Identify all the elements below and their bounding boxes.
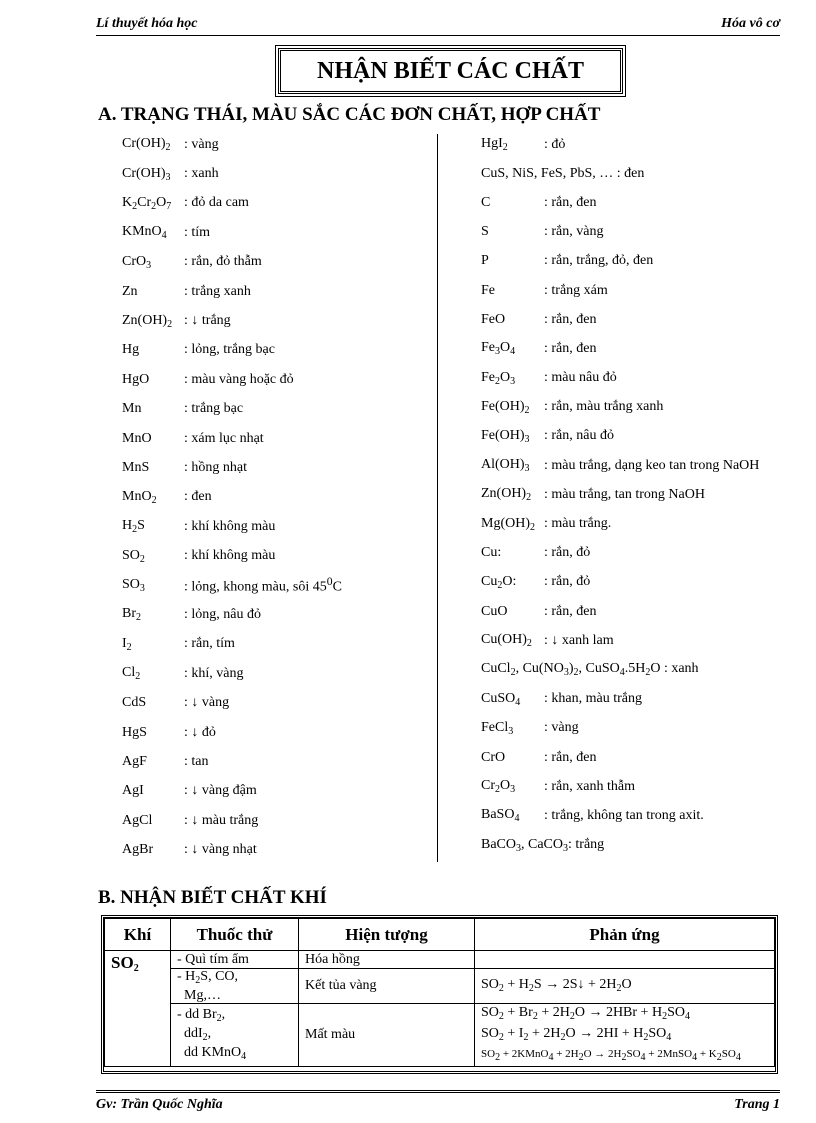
compound-description: : rắn, màu trắng xanh <box>544 399 664 415</box>
compound-description: : vàng <box>184 136 219 152</box>
col-header-reagent: Thuốc thử <box>171 919 299 951</box>
compound-row <box>481 597 801 626</box>
compound-row <box>481 685 801 714</box>
compound-formula: $SO_3$ <box>122 577 145 595</box>
compound-description: : rắn, nâu đỏ <box>544 428 614 444</box>
gas-identification-table <box>101 915 778 1074</box>
compound-row <box>122 630 432 659</box>
compound-formula: $Zn(OH)_2$ <box>481 486 532 504</box>
compound-row <box>481 334 801 363</box>
compound-row <box>481 130 801 159</box>
table-row <box>105 969 775 1004</box>
compound-formula: $Cr(OH)_3$ <box>122 165 171 183</box>
compound-description: : rắn, tím <box>184 636 235 652</box>
compound-row <box>122 571 432 600</box>
reagent-cell: - $H_2S$, CO, Mg,… <box>171 969 299 1004</box>
compound-description: : khí không màu <box>184 518 276 534</box>
reaction-equation: $SO_2 + H_2S$ → 2S↓ + $2H_2O$ <box>481 976 632 994</box>
compound-formula: $Zn(OH)_2$ <box>122 312 173 330</box>
compound-formula: MnO$_2$ <box>122 488 157 506</box>
gas-name: $SO_2$ <box>105 951 171 1067</box>
compound-formula: $Cu(OH)_2$ <box>481 632 532 650</box>
compound-description: : rắn, đen <box>544 311 597 327</box>
compound-formula: $Fe_3O_4$ <box>481 340 516 358</box>
compound-row <box>481 247 801 276</box>
compound-row <box>481 422 801 451</box>
compound-formula: S <box>481 224 489 240</box>
reaction-cell <box>475 951 775 969</box>
compound-row <box>122 688 432 717</box>
col-header-gas: Khí <box>105 919 171 951</box>
compound-row <box>481 743 801 772</box>
page-header <box>96 14 780 36</box>
compound-row <box>122 424 432 453</box>
compound-row <box>122 835 432 864</box>
compound-formula: $I_2$ <box>122 635 132 653</box>
compound-formula: $Mg(OH)_2$ <box>481 515 535 533</box>
compound-formula: Hg <box>122 342 140 358</box>
compound-description: : khan, màu trắng <box>544 691 642 707</box>
compound-description: : ↓ vàng <box>184 695 230 711</box>
compound-line: BaCO$_3$, CaCO$_3$: trắng <box>481 836 605 854</box>
header-topic: Hóa vô cơ <box>721 16 780 31</box>
compound-description: : trắng xám <box>544 282 608 298</box>
compound-description: : rắn, xanh thẫm <box>544 778 635 794</box>
compound-row <box>122 600 432 629</box>
page-footer <box>96 1090 780 1114</box>
compound-row <box>481 364 801 393</box>
reagent-cell: - Quì tím ẩm <box>171 951 299 969</box>
compound-formula: HgO <box>122 371 150 387</box>
compound-formula: FeCl$_3$ <box>481 719 514 737</box>
compound-description: : ↓ vàng đậm <box>184 783 257 799</box>
compound-formula: CrO$_3$ <box>122 253 152 271</box>
compound-row <box>122 277 432 306</box>
compound-row <box>122 747 432 776</box>
compound-line: CuS, NiS, FeS, PbS, … : đen <box>481 165 645 181</box>
section-a-left-column <box>122 130 432 865</box>
compound-description: : màu nâu đỏ <box>544 370 617 386</box>
compound-description: : màu trắng. <box>544 516 612 532</box>
compound-description: : lỏng, khong màu, sôi $45^0C$ <box>184 575 342 595</box>
phenomenon-cell: Mất màu <box>299 1004 475 1067</box>
compound-description: : ↓ đỏ <box>184 724 216 740</box>
compound-row <box>122 336 432 365</box>
compound-formula: Mn <box>122 401 142 417</box>
compound-formula: AgI <box>122 783 144 799</box>
compound-formula: HgS <box>122 724 147 740</box>
reaction-equation: $SO_2 + I_2 + 2H_2O \to 2HI + H_2SO_4$ <box>481 1026 672 1043</box>
compound-formula: $Al(OH)_3$ <box>481 457 530 475</box>
phenomenon-cell: Kết tủa vàng <box>299 969 475 1004</box>
section-b-heading: B. NHẬN BIẾT CHẤT KHÍ <box>98 887 327 908</box>
compound-row <box>122 806 432 835</box>
compound-description: : vàng <box>544 720 579 736</box>
compound-formula: $H_2S$ <box>122 518 145 536</box>
reaction-equation: $SO_2$ + 2KMnO$_4$ + $2H_2O \to 2H_2SO_4$ + 2MnSO$_4$ + $K_2SO_4$ <box>481 1048 741 1063</box>
footer-teacher: Gv: Trần Quốc Nghĩa <box>96 1097 223 1112</box>
compound-formula: CuSO$_4$ <box>481 690 521 708</box>
compound-description: : ↓ màu trắng <box>184 812 259 828</box>
compound-row <box>481 305 801 334</box>
compound-description: : màu vàng hoặc đỏ <box>184 371 294 387</box>
compound-row <box>481 772 801 801</box>
compound-description: : rắn, vàng <box>544 224 604 240</box>
compound-description: : màu trắng, tan trong NaOH <box>544 486 705 502</box>
compound-formula: $Br_2$ <box>122 606 141 624</box>
col-header-phenomenon: Hiện tượng <box>299 919 475 951</box>
compound-formula: $Fe(OH)_2$ <box>481 398 530 416</box>
compound-formula: C <box>481 194 491 210</box>
compound-row <box>122 453 432 482</box>
compound-row <box>481 539 801 568</box>
compound-row <box>122 777 432 806</box>
compound-description: : ↓ trắng <box>184 313 231 329</box>
col-header-reaction: Phản ứng <box>475 919 775 951</box>
reaction-equation: $SO_2 + Br_2 + 2H_2O \to 2HBr + H_2SO_4$ <box>481 1005 690 1022</box>
compound-row <box>481 159 801 188</box>
compound-row <box>122 718 432 747</box>
compound-row <box>122 395 432 424</box>
table-header-row <box>105 919 775 951</box>
compound-formula: $Cl_2$ <box>122 665 141 683</box>
compound-row <box>481 831 801 860</box>
compound-description: : rắn, đen <box>544 603 597 619</box>
compound-formula: Fe <box>481 282 495 298</box>
compound-description: : rắn, đen <box>544 340 597 356</box>
compound-row <box>481 480 801 509</box>
compound-description: : rắn, đỏ thẫm <box>184 254 262 270</box>
compound-description: : xám lục nhạt <box>184 430 264 446</box>
compound-description: : trắng, không tan trong axit. <box>544 807 704 823</box>
compound-description: : rắn, đen <box>544 194 597 210</box>
compound-row <box>481 218 801 247</box>
compound-description: : trắng bạc <box>184 401 244 417</box>
footer-page-number: Trang 1 <box>734 1097 780 1112</box>
compound-description: : ↓ xanh lam <box>544 632 614 648</box>
compound-description: : rắn, đỏ <box>544 545 591 561</box>
compound-row <box>481 626 801 655</box>
compound-row <box>481 451 801 480</box>
compound-formula: AgBr <box>122 842 154 858</box>
compound-formula: MnO <box>122 430 152 446</box>
compound-formula: $Fe(OH)_3$ <box>481 427 530 445</box>
compound-row <box>481 188 801 217</box>
compound-formula: MnS <box>122 459 150 475</box>
title-box <box>278 48 623 94</box>
reagent-cell: - dd $Br_2$, ddI$_2$, dd KMnO$_4$ <box>171 1004 299 1067</box>
compound-row <box>122 306 432 335</box>
compound-formula: $Cr_2O_3$ <box>481 778 516 796</box>
compound-formula: AgCl <box>122 812 153 828</box>
compound-formula: CuO <box>481 603 508 619</box>
page-title: NHẬN BIẾT CÁC CHẤT <box>317 58 584 84</box>
compound-description: : đen <box>184 489 212 505</box>
section-a-heading: A. TRẠNG THÁI, MÀU SẮC CÁC ĐƠN CHẤT, HỢP CHẤT <box>98 104 601 125</box>
compound-formula: Zn <box>122 283 138 299</box>
compound-description: : đỏ <box>544 136 566 152</box>
compound-description: : lỏng, nâu đỏ <box>184 606 261 622</box>
compound-row <box>122 218 432 247</box>
compound-row <box>481 509 801 538</box>
compound-formula: $Cr(OH)_2$ <box>122 136 171 154</box>
compound-description: : ↓ vàng nhạt <box>184 842 257 858</box>
compound-description: : trắng xanh <box>184 283 251 299</box>
reaction-cell <box>475 1004 775 1067</box>
reaction-cell <box>475 969 775 1004</box>
compound-row <box>122 512 432 541</box>
compound-description: : lỏng, trắng bạc <box>184 342 275 358</box>
compound-row <box>122 659 432 688</box>
compound-row <box>122 541 432 570</box>
compound-description: : rắn, đỏ <box>544 574 591 590</box>
compound-formula: $Fe_2O_3$ <box>481 369 516 387</box>
compound-description: : xanh <box>184 166 219 182</box>
compound-formula: KMnO$_4$ <box>122 224 167 242</box>
compound-description: : rắn, trắng, đỏ, đen <box>544 253 654 269</box>
compound-formula: Cu: <box>481 545 502 561</box>
compound-description: : khí, vàng <box>184 665 244 681</box>
compound-description: : đỏ da cam <box>184 195 249 211</box>
compound-description: : khí không màu <box>184 548 276 564</box>
compound-formula: AgF <box>122 753 147 769</box>
compound-formula: FeO <box>481 311 506 327</box>
section-a-right-column <box>481 130 801 860</box>
compound-formula: CdS <box>122 695 147 711</box>
compound-formula: P <box>481 253 489 269</box>
compound-line: CuCl$_2$, $Cu(NO_3)_2$, $CuSO_4.5H_2O$ : xanh <box>481 661 699 679</box>
phenomenon-cell: Hóa hồng <box>299 951 475 969</box>
compound-row <box>122 483 432 512</box>
compound-formula: BaSO$_4$ <box>481 807 520 825</box>
compound-row <box>122 189 432 218</box>
compound-row <box>481 393 801 422</box>
compound-row <box>481 801 801 830</box>
table-row <box>105 951 775 969</box>
compound-row <box>122 248 432 277</box>
compound-row <box>481 276 801 305</box>
header-subject: Lí thuyết hóa học <box>96 16 198 31</box>
compound-description: : hồng nhạt <box>184 459 247 475</box>
compound-row <box>481 568 801 597</box>
compound-description: : tan <box>184 753 209 769</box>
compound-description: : rắn, đen <box>544 749 597 765</box>
compound-row <box>481 714 801 743</box>
compound-row <box>122 365 432 394</box>
compound-description: : tím <box>184 224 211 240</box>
compound-row <box>122 130 432 159</box>
compound-row <box>481 655 801 684</box>
compound-formula: CrO <box>481 749 506 765</box>
compound-formula: HgI$_2$ <box>481 136 508 154</box>
compound-formula: $SO_2$ <box>122 547 145 565</box>
compound-row <box>122 159 432 188</box>
compound-description: : màu trắng, dạng keo tan trong NaOH <box>544 457 760 473</box>
column-divider <box>437 134 438 862</box>
table-row <box>105 1004 775 1067</box>
compound-formula: $Cu_2O$: <box>481 573 517 591</box>
compound-formula: $K_2Cr_2O_7$ <box>122 194 172 212</box>
